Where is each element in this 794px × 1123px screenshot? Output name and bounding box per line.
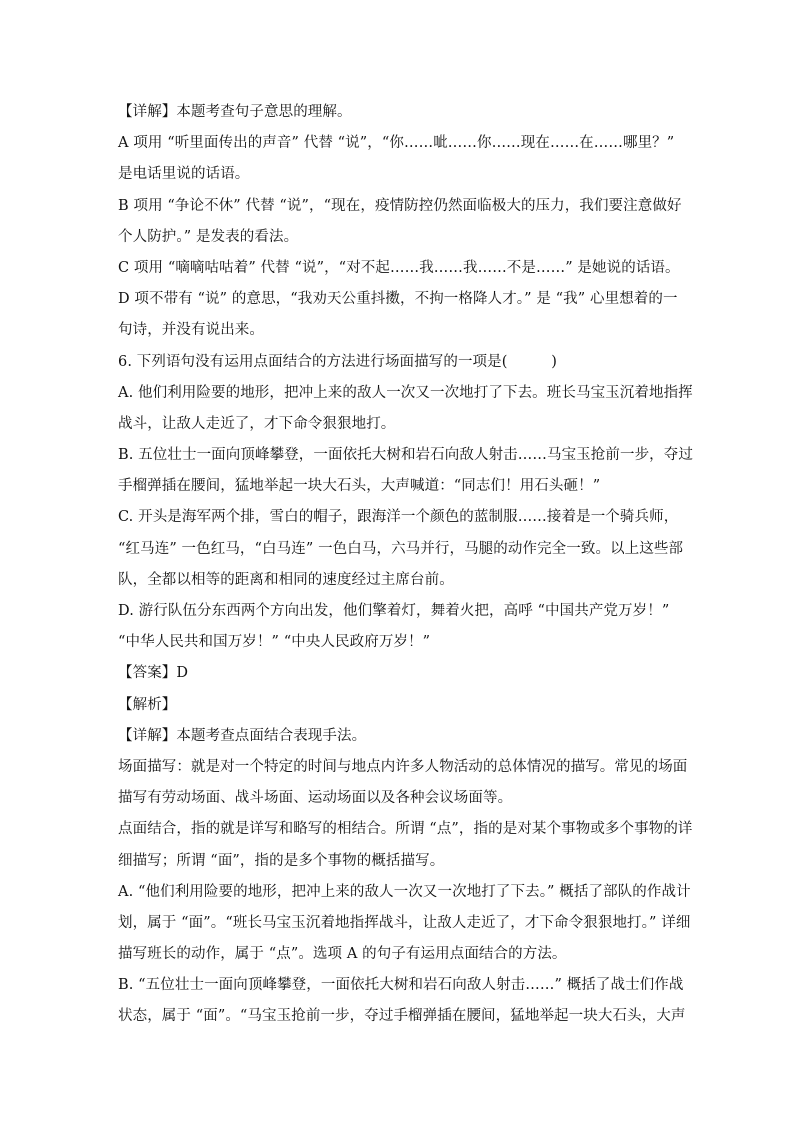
option-d-line: D. 游行队伍分东西两个方向出发，他们擎着灯，舞着火把，高呼 “中国共产党万岁！”	[118, 603, 670, 619]
text-line: 点面结合，指的就是详写和略写的相结合。所谓 “点”，指的是对某个事物或多个事物的详	[118, 821, 693, 838]
answer-label: 【答案】D	[118, 665, 189, 682]
text-line: 【详解】本题考查句子意思的理解。	[118, 104, 352, 120]
analysis-label: 【解析】	[118, 696, 177, 713]
text-line: 【详解】本题考查点面结合表现手法。	[118, 727, 367, 744]
text-line: A 项用 “听里面传出的声音” 代替 “说”，“你……呲……你……现在……在……哪里？”	[118, 135, 675, 152]
text-line: 描写有劳动场面、战斗场面、运动场面以及各种会议场面等。	[118, 790, 513, 807]
option-c-line: C. 开头是海军两个排，雪白的帽子，跟海洋一个颜色的蓝制服……接着是一个骑兵师，	[118, 509, 679, 526]
option-d-line: “中华人民共和国万岁！” “中央人民政府万岁！”	[118, 634, 431, 651]
text-line: B 项用 “争论不休” 代替 “说”，“现在，疫情防控仍然面临极大的压力，我们要注意做好	[118, 197, 682, 214]
text-line: B. “五位壮士一面向顶峰攀登，一面依托大树和岩石向敌人射击……” 概括了战士们作战	[118, 977, 684, 994]
option-a-line: A. 他们利用险要的地形，把冲上来的敌人一次又一次地打了下去。班长马宝玉沉着地指挥	[118, 384, 693, 401]
text-line: A. “他们利用险要的地形，把冲上来的敌人一次又一次地打了下去。” 概括了部队的作战计	[118, 883, 691, 900]
text-line: C 项用 “嘀嘀咕咕着” 代替 “说”，“对不起……我……我……不是……” 是她说的话语。	[118, 259, 680, 276]
text-line: 场面描写：就是对一个特定的时间与地点内许多人物活动的总体情况的描写。常见的场面	[118, 758, 688, 775]
text-line: 个人防护。” 是发表的看法。	[118, 228, 299, 245]
text-line: 状态，属于 “面”。“马宝玉抢前一步，夺过手榴弹插在腰间，猛地举起一块大石头，大声	[118, 1008, 686, 1025]
option-c-line: 队，全都以相等的距离和相同的速度经过主席台前。	[118, 571, 454, 588]
option-a-line: 战斗，让敌人走近了，才下命令狠狠地打。	[118, 415, 396, 432]
text-line: 细描写；所谓 “面”，指的是多个事物的概括描写。	[118, 852, 445, 869]
option-c-line: “红马连” 一色红马，“白马连” 一色白马，六马并行，马腿的动作完全一致。以上这些部	[118, 540, 684, 557]
option-b-line: B. 五位壮士一面向顶峰攀登，一面依托大树和岩石向敌人射击……马宝玉抢前一步，夺过	[118, 447, 693, 464]
text-line: D 项不带有 “说” 的意思，“我劝天公重抖擞，不拘一格降人才。” 是 “我” 心里想着的一	[118, 291, 678, 308]
text-line: 划，属于 “面”。“班长马宝玉沉着地指挥战斗，让敌人走近了，才下命令狠狠地打。” 详细	[118, 914, 691, 931]
text-line: 描写班长的动作，属于 “点”。选项 A 的句子有运用点面结合的方法。	[118, 946, 567, 963]
question-stem: 6. 下列语句没有运用点面结合的方法进行场面描写的一项是( )	[118, 353, 558, 370]
document-body	[118, 102, 693, 1038]
text-line: 是电话里说的话语。	[118, 166, 250, 183]
option-b-line: 手榴弹插在腰间，猛地举起一块大石头，大声喊道：“同志们！用石头砸！”	[118, 478, 601, 495]
text-line: 句诗，并没有说出来。	[118, 322, 264, 339]
